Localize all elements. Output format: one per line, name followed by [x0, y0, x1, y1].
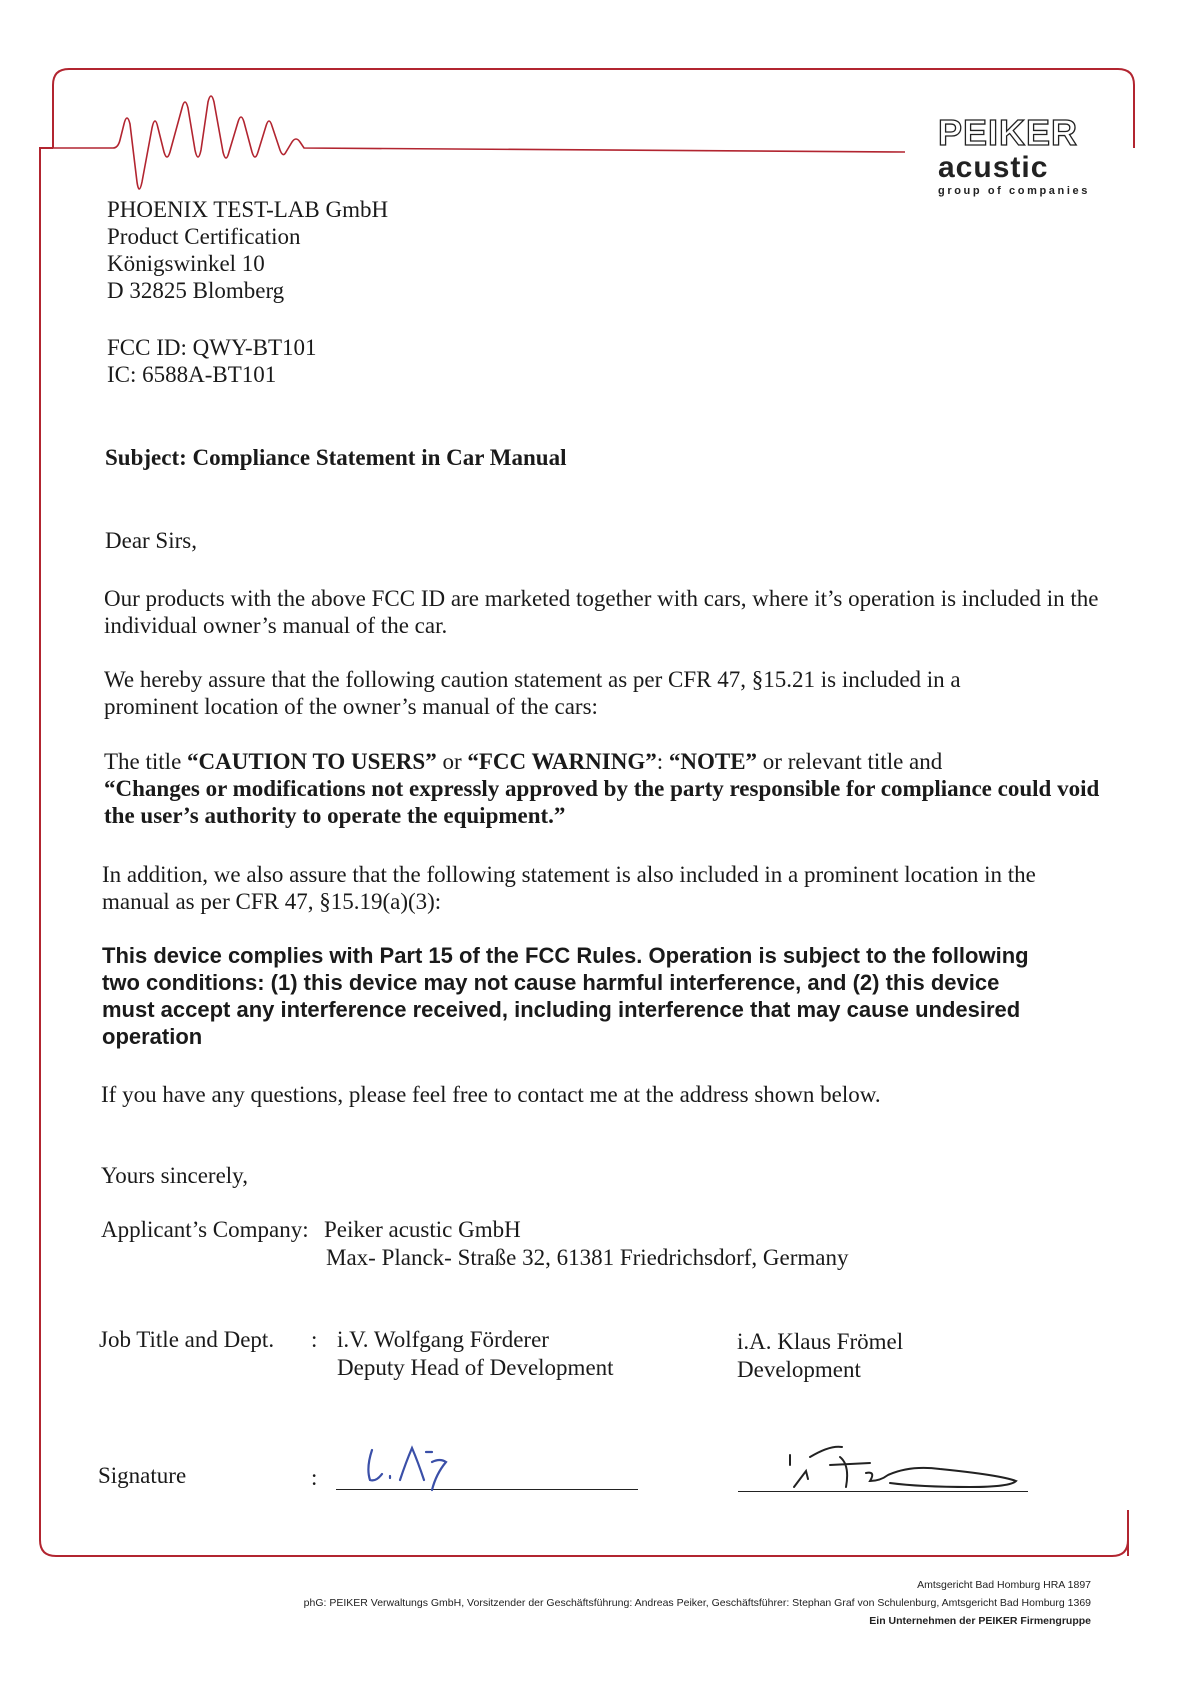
signer-2-name: i.A. Klaus Frömel	[737, 1329, 904, 1354]
logo-sub-brand: acustic	[938, 151, 1049, 184]
peiker-logo	[938, 112, 1094, 152]
subject-line: Subject: Compliance Statement in Car Manual	[105, 445, 567, 470]
footer-line-3: Ein Unternehmen der PEIKER Firmengruppe	[869, 1615, 1091, 1627]
caution-statement: “Changes or modifications not expressly approved by the party responsible for compliance could void the user’s authority to operate the equipment.”	[104, 776, 1100, 828]
signature-colon: :	[311, 1465, 318, 1490]
paragraph-2: We hereby assure that the following caution statement as per CFR 47, §15.21 is included in a prominent location of the owner’s manual of the cars:	[104, 667, 961, 719]
paragraph-1: Our products with the above FCC ID are marketed together with cars, where it’s operation is included in the individual owner’s manual of the car.	[104, 586, 1099, 638]
applicant-label: Applicant’s Company:	[101, 1217, 309, 1242]
caution-title: “CAUTION TO USERS”	[187, 749, 437, 774]
applicant-company: Peiker acustic GmbH	[324, 1217, 521, 1242]
address-line-4: D 32825 Blomberg	[107, 278, 285, 303]
applicant-address: Max- Planck- Straße 32, 61381 Friedrichsdorf, Germany	[326, 1245, 849, 1270]
salutation: Dear Sirs,	[105, 528, 197, 553]
address-line-1: PHOENIX TEST-LAB GmbH	[107, 197, 389, 222]
paragraph-3-text: The title	[104, 749, 188, 774]
signature-label: Signature	[98, 1463, 187, 1488]
fcc-compliance-statement: This device complies with Part 15 of the FCC Rules. Operation is subject to the following two conditions: (1) this device may not cause harmful interference, and (2) this device must accept any interference received, including interference that may cause undesired operation	[102, 943, 1029, 1049]
address-line-2: Product Certification	[107, 224, 301, 249]
paragraph-5: If you have any questions, please feel free to contact me at the address shown below.	[101, 1082, 881, 1107]
signer-1-name: i.V. Wolfgang Förderer	[337, 1327, 549, 1352]
peiker-wordmark-icon	[938, 112, 1094, 152]
paragraph-3	[104, 748, 1104, 829]
signature-fromel-icon	[770, 1435, 1030, 1495]
paragraph-4: In addition, we also assure that the following statement is also included in a prominent location in the manual as per CFR 47, §15.19(a)(3):	[102, 862, 1036, 914]
job-title-label: Job Title and Dept.	[99, 1327, 275, 1352]
paragraph-3-text: :	[656, 749, 669, 774]
job-title-colon: :	[311, 1327, 318, 1352]
paragraph-3-text: or	[436, 749, 468, 774]
paragraph-3-text: or relevant title and	[757, 749, 943, 774]
footer-line-2: phG: PEIKER Verwaltungs GmbH, Vorsitzender der Geschäftsführung: Andreas Peiker, Geschäftsführer: Stephan Graf von Schulenburg, Amtsgericht Bad Homburg 1369	[303, 1597, 1091, 1609]
footer-line-1: Amtsgericht Bad Homburg HRA 1897	[917, 1579, 1091, 1591]
logo-brand-text: PEIKER	[938, 112, 1079, 152]
note-title: “NOTE”	[668, 749, 758, 774]
signer-2-title: Development	[737, 1357, 861, 1382]
signer-1-title: Deputy Head of Development	[337, 1355, 614, 1380]
logo-tagline: group of companies	[938, 185, 1090, 197]
fcc-warning-title: “FCC WARNING”	[467, 749, 657, 774]
signature-forderer-icon	[360, 1440, 490, 1495]
fcc-id: FCC ID: QWY-BT101	[107, 335, 317, 360]
closing: Yours sincerely,	[101, 1163, 248, 1188]
ic-id: IC: 6588A-BT101	[107, 362, 277, 387]
address-line-3: Königswinkel 10	[107, 251, 265, 276]
